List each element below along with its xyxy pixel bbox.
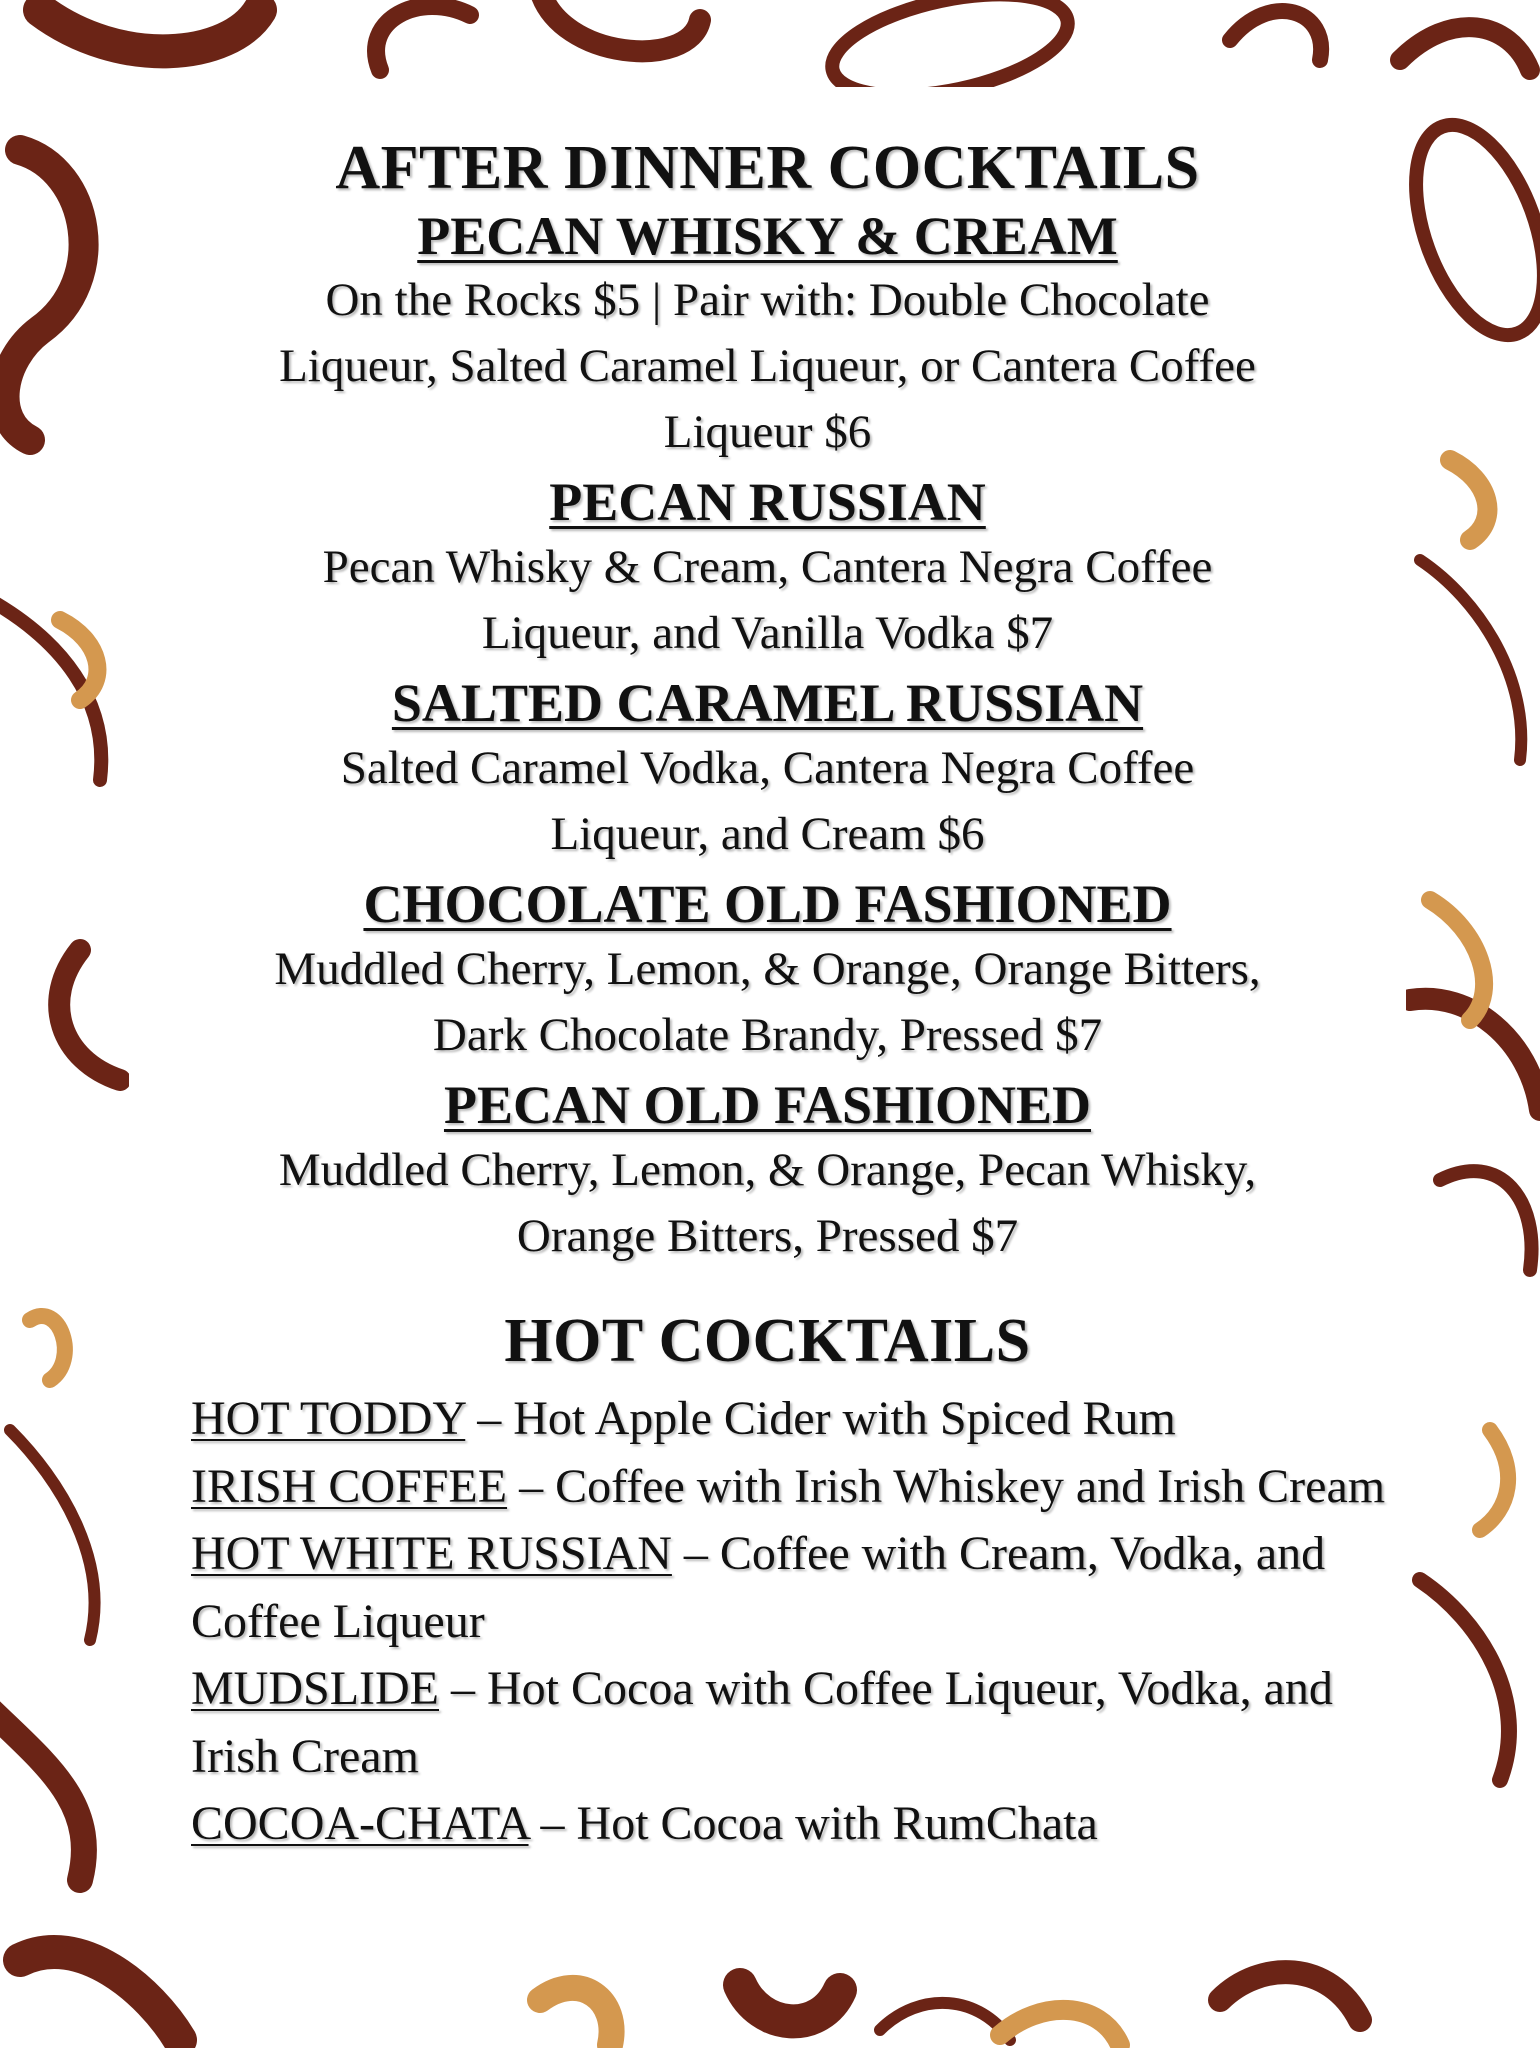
hot-drink-name: HOT TODDY bbox=[191, 1392, 466, 1445]
hot-cocktails-list bbox=[191, 1385, 1391, 1858]
desc-line: Liqueur $6 bbox=[663, 406, 872, 458]
menu-panel bbox=[129, 87, 1406, 1942]
hot-drink-name: COCOA-CHATA bbox=[191, 1797, 529, 1850]
drink-title-pecan-old-fashioned: PECAN OLD FASHIONED bbox=[443, 1075, 1092, 1135]
desc-line: Orange Bitters, Pressed $7 bbox=[516, 1210, 1019, 1262]
hot-cocktails-heading: HOT COCKTAILS bbox=[504, 1307, 1031, 1375]
list-item bbox=[191, 1385, 1391, 1453]
desc-line: Liqueur, and Cream $6 bbox=[550, 808, 985, 860]
hot-drink-desc: – Hot Cocoa with RumChata bbox=[528, 1797, 1098, 1850]
drink-description bbox=[179, 735, 1356, 867]
desc-line: Liqueur, Salted Caramel Liqueur, or Cantera Coffee bbox=[279, 340, 1256, 392]
list-item bbox=[191, 1790, 1391, 1858]
desc-line: Muddled Cherry, Lemon, & Orange, Orange Bitters, bbox=[274, 943, 1261, 995]
hot-drink-desc: – Hot Apple Cider with Spiced Rum bbox=[465, 1392, 1176, 1445]
desc-line: On the Rocks $5 | Pair with: Double Chocolate bbox=[325, 274, 1210, 326]
hot-drink-desc: – Coffee with Cream, Vodka, and Coffee Liqueur bbox=[191, 1527, 1326, 1648]
drink-title-chocolate-old-fashioned: CHOCOLATE OLD FASHIONED bbox=[363, 874, 1172, 934]
hot-drink-name: HOT WHITE RUSSIAN bbox=[191, 1527, 672, 1580]
drink-description bbox=[179, 267, 1356, 465]
hot-drink-desc: – Coffee with Irish Whiskey and Irish Cream bbox=[507, 1459, 1386, 1513]
hot-drink-name: IRISH COFFEE bbox=[191, 1459, 508, 1513]
drink-title-salted-caramel-russian: SALTED CARAMEL RUSSIAN bbox=[391, 673, 1144, 733]
after-dinner-heading: AFTER DINNER COCKTAILS bbox=[335, 134, 1200, 202]
drink-title-pecan-whisky-cream: PECAN WHISKY & CREAM bbox=[417, 206, 1118, 266]
desc-line: Liqueur, and Vanilla Vodka $7 bbox=[481, 607, 1054, 659]
desc-line: Dark Chocolate Brandy, Pressed $7 bbox=[432, 1009, 1103, 1061]
desc-line: Pecan Whisky & Cream, Cantera Negra Coffee bbox=[322, 541, 1213, 593]
drink-description bbox=[179, 1137, 1356, 1269]
hot-drink-desc: – Hot Cocoa with Coffee Liqueur, Vodka, and Irish Cream bbox=[191, 1662, 1333, 1783]
drink-description bbox=[179, 534, 1356, 666]
list-item bbox=[191, 1453, 1391, 1521]
drink-description bbox=[179, 936, 1356, 1068]
desc-line: Muddled Cherry, Lemon, & Orange, Pecan Whisky, bbox=[278, 1144, 1257, 1196]
hot-drink-name: MUDSLIDE bbox=[191, 1662, 439, 1715]
list-item bbox=[191, 1520, 1391, 1655]
desc-line: Salted Caramel Vodka, Cantera Negra Coffee bbox=[340, 742, 1195, 794]
drink-title-pecan-russian: PECAN RUSSIAN bbox=[549, 472, 986, 532]
list-item bbox=[191, 1655, 1391, 1790]
